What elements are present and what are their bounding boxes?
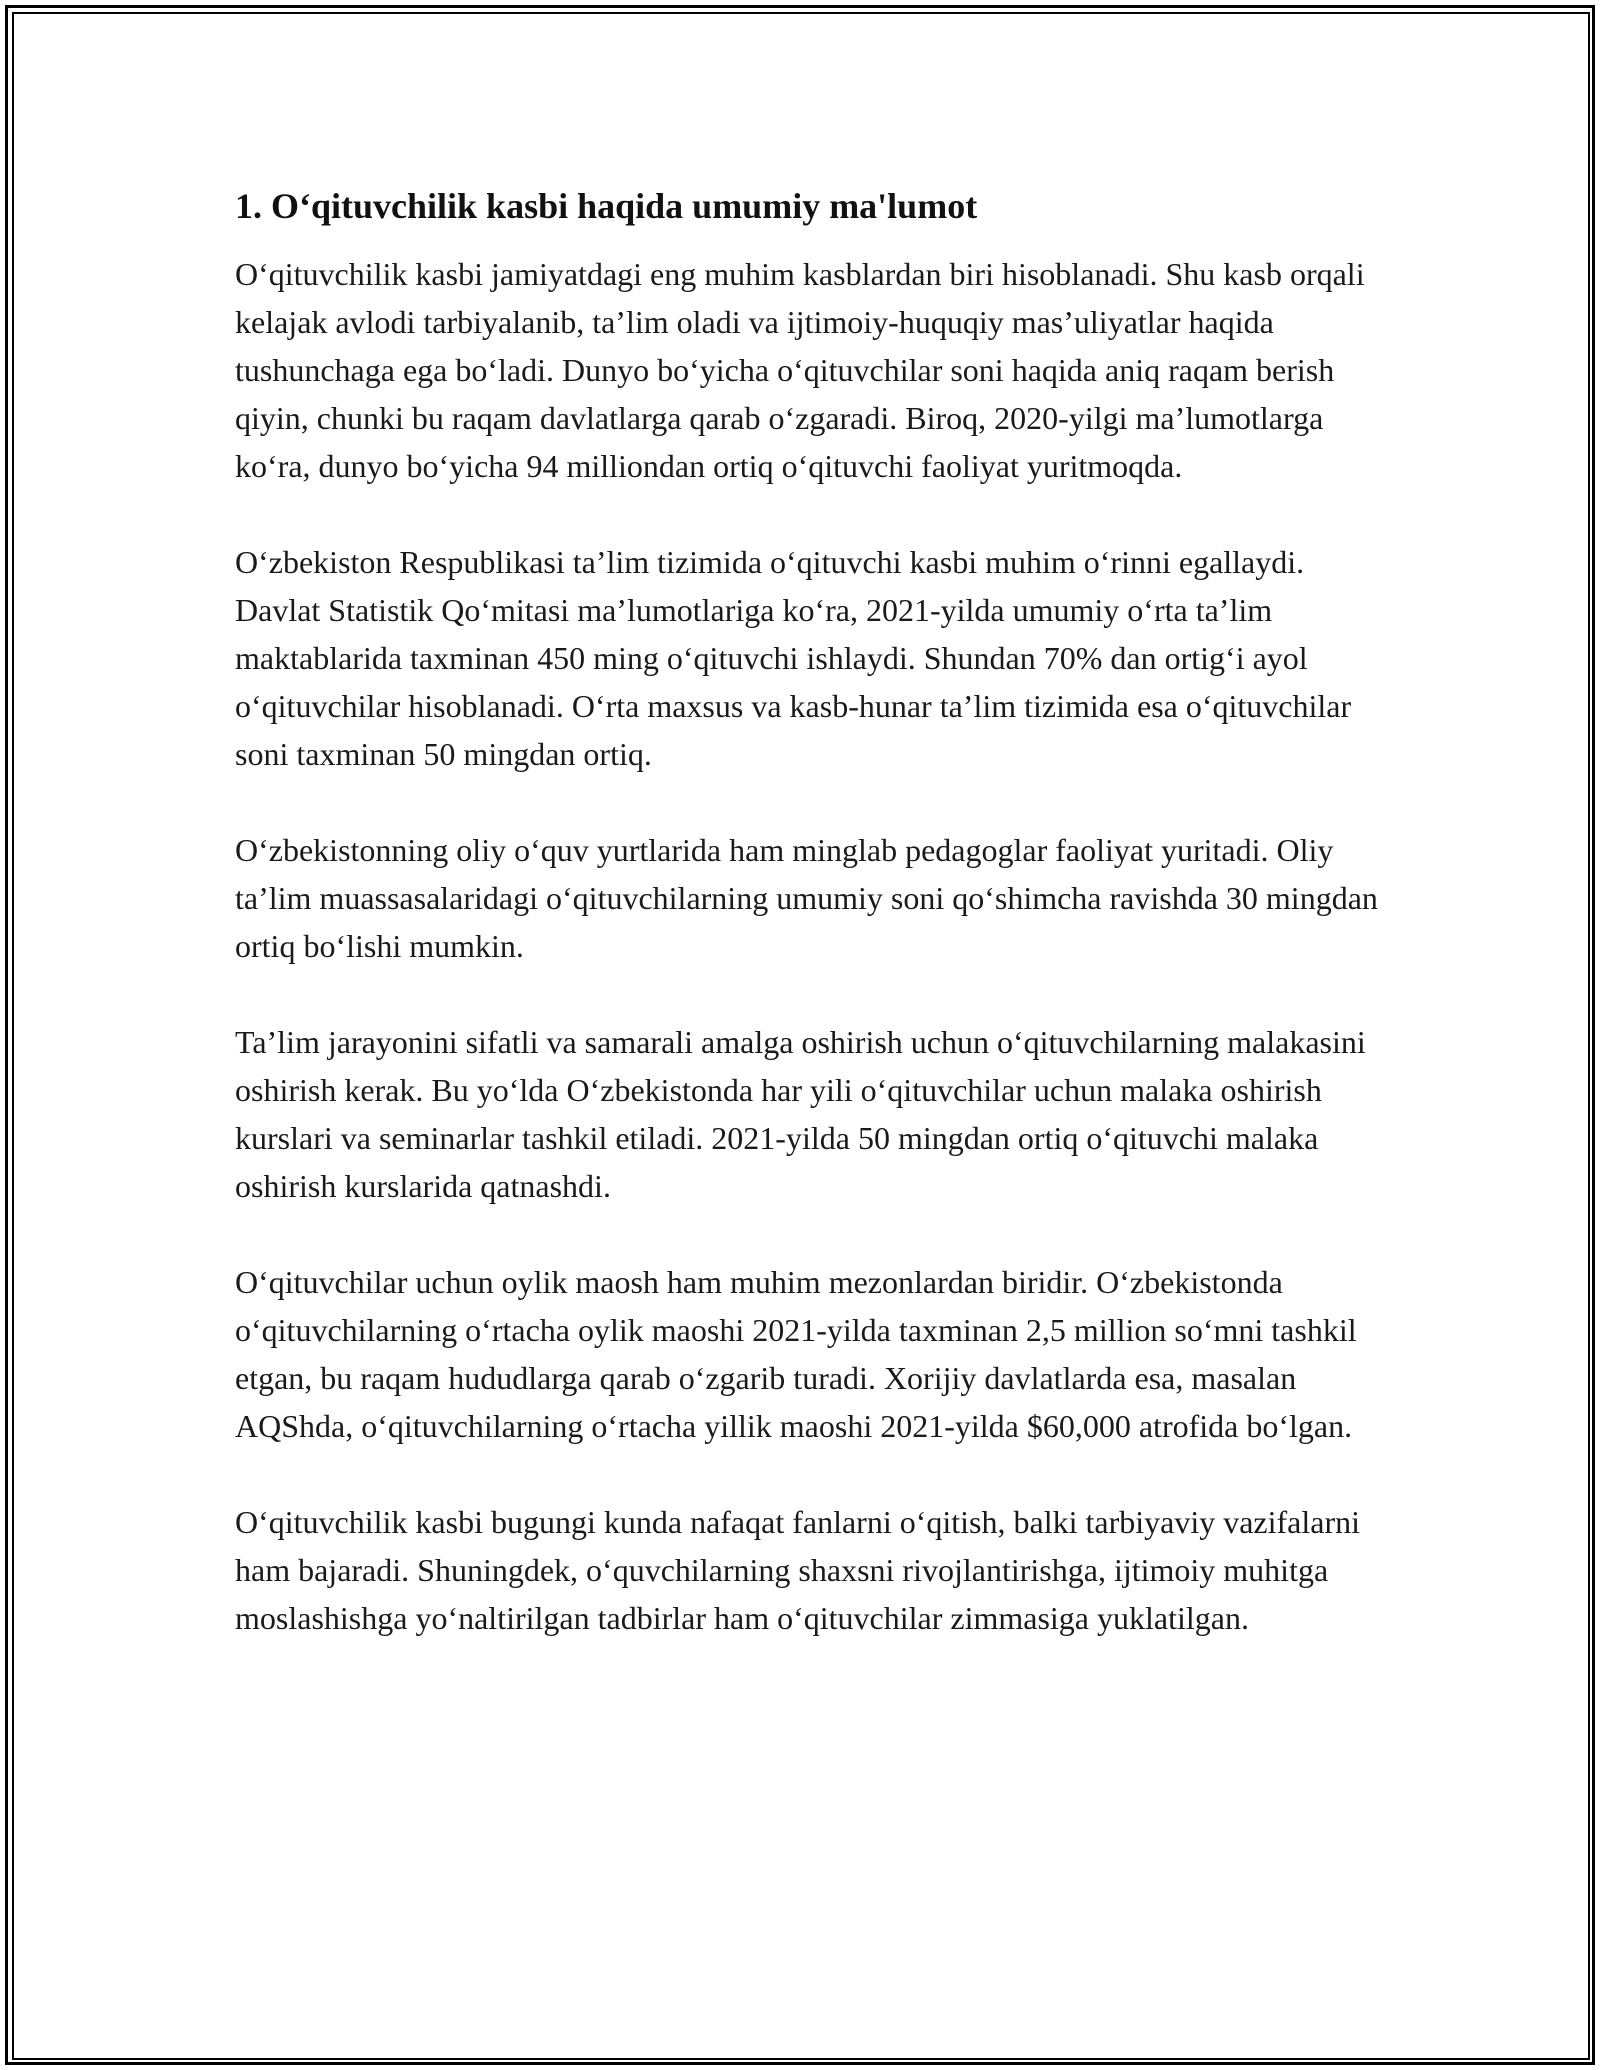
paragraph-higher-education: O‘zbekistonning oliy o‘quv yurtlarida ham minglab pedagoglar faoliyat yuritadi. Oliy ta’lim muassasalaridagi o‘qituvchilarning umumiy soni qo‘shimcha ravishda 30 mingdan ortiq bo‘lishi mumkin.	[235, 832, 1378, 964]
paragraph-intro: O‘qituvchilik kasbi jamiyatdagi eng muhim kasblardan biri hisoblanadi. Shu kasb orqali kelajak avlodi tarbiyalanib, ta’lim oladi va ijtimoiy-huquqiy mas’uliyatlar haqida tushunchaga ega bo‘ladi. Dunyo bo‘yicha o‘qituvchilar soni haqida aniq raqam berish qiyin, chunki bu raqam davlatlarga qarab o‘zgaradi. Biroq, 2020-yilgi ma’lumotlarga ko‘ra, dunyo bo‘yicha 94 milliondan ortiq o‘qituvchi faoliyat yuritmoqda.	[235, 256, 1365, 484]
paragraph-uzbekistan-schools: O‘zbekiston Respublikasi ta’lim tizimida o‘qituvchi kasbi muhim o‘rinni egallaydi. Davlat Statistik Qo‘mitasi ma’lumotlariga ko‘ra, 2021-yilda umumiy o‘rta ta’lim maktablarida taxminan 450 ming o‘qituvchi ishlaydi. Shundan 70% dan ortig‘i ayol o‘qituvchilar hisoblanadi. O‘rta maxsus va kasb-hunar ta’lim tizimida esa o‘qituvchilar soni taxminan 50 mingdan ortiq.	[235, 544, 1352, 772]
section-heading: 1. O‘qituvchilik kasbi haqida umumiy ma'lumot	[235, 186, 978, 226]
document-body	[235, 182, 1385, 1690]
paragraph-duties: O‘qituvchilik kasbi bugungi kunda nafaqat fanlarni o‘qitish, balki tarbiyaviy vazifalarni ham bajaradi. Shuningdek, o‘quvchilarning shaxsni rivojlantirishga, ijtimoiy muhitga moslashishga yo‘naltirilgan tadbirlar ham o‘qituvchilar zimmasiga yuklatilgan.	[235, 1504, 1361, 1636]
paragraph-salary: O‘qituvchilar uchun oylik maosh ham muhim mezonlardan biridir. O‘zbekistonda o‘qituvchilarning o‘rtacha oylik maoshi 2021-yilda taxminan 2,5 million so‘mni tashkil etgan, bu raqam hududlarga qarab o‘zgarib turadi. Xorijiy davlatlarda esa, masalan AQShda, o‘qituvchilarning o‘rtacha yillik maoshi 2021-yilda $60,000 atrofida bo‘lgan.	[235, 1264, 1357, 1444]
paragraph-qualification: Ta’lim jarayonini sifatli va samarali amalga oshirish uchun o‘qituvchilarning malakasini oshirish kerak. Bu yo‘lda O‘zbekistonda har yili o‘qituvchilar uchun malaka oshirish kurslari va seminarlar tashkil etiladi. 2021-yilda 50 mingdan ortiq o‘qituvchi malaka oshirish kurslarida qatnashdi.	[235, 1024, 1366, 1204]
